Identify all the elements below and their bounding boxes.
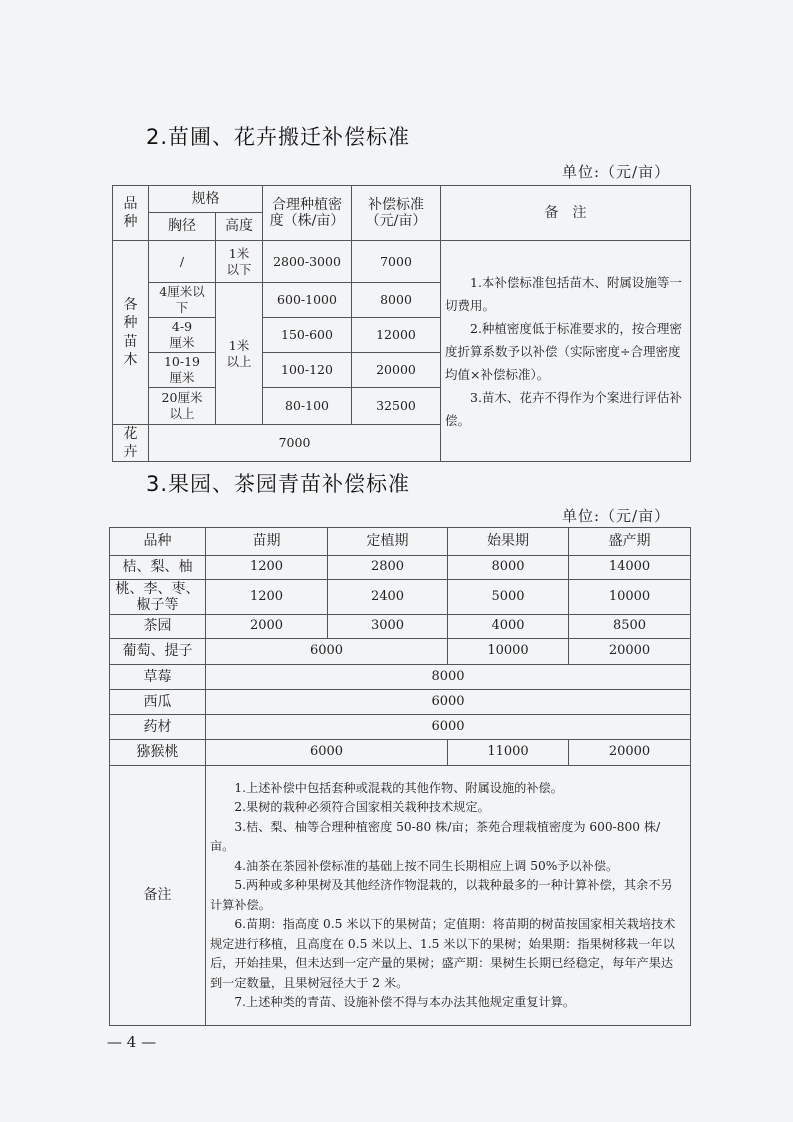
remark-item: 7.上述种类的青苗、设施补偿不得与本办法其他规定重复计算。 [234,995,576,1009]
table-row [113,241,691,283]
value-cell: 10000 [569,580,691,615]
table-row [110,690,691,715]
value-cell: 8000 [206,665,691,690]
remarks-label: 备注 [110,766,206,1026]
header-remarks: 备 注 [441,186,691,241]
dbh-cell: 10-19厘米 [149,353,216,388]
variety-name: 茶园 [110,615,206,639]
dbh-cell: 20厘米以上 [149,388,216,425]
dbh-cell: 4-9厘米 [149,318,216,353]
nursery-compensation-table [112,185,691,462]
remark-item: 5.两种或多种果树及其他经济作物混栽的，以栽种最多的一种计算补偿，其余不另计算补偿。 [210,878,673,912]
density-cell: 100-120 [263,353,352,388]
value-cell: 2800 [328,556,448,580]
flower-label: 花卉 [113,425,149,462]
value-cell: 11000 [448,740,569,766]
value-cell: 10000 [448,639,569,665]
variety-name: 葡萄、提子 [110,639,206,665]
group-label: 各种苗木 [113,241,149,425]
remarks-cell [206,766,691,1026]
header-planting-stage: 定植期 [328,528,448,556]
section2-unit: 单位:（元/亩） [562,163,671,181]
standard-cell: 20000 [352,353,441,388]
orchard-compensation-table [109,527,691,1026]
variety-name: 草莓 [110,665,206,690]
dbh-cell: 4厘米以下 [149,283,216,318]
value-cell: 20000 [569,639,691,665]
table-row [110,639,691,665]
header-density: 合理种植密度（株/亩） [263,186,352,241]
value-cell: 14000 [569,556,691,580]
value-cell: 8500 [569,615,691,639]
value-cell: 6000 [206,740,448,766]
value-cell: 1200 [206,580,328,615]
page-number: — 4 — [107,1033,157,1051]
remark-item: 4.油茶在茶园补偿标准的基础上按不同生长期相应上调 50%予以补偿。 [234,858,619,873]
table-row [110,665,691,690]
remark-item: 2.种植密度低于标准要求的，按合理密度折算系数予以补偿（实际密度÷合理密度均值×补偿标准）。 [445,320,682,382]
header-peak-stage: 盛产期 [569,528,691,556]
table-row [110,766,691,1026]
standard-cell: 7000 [352,241,441,283]
header-initial-fruit-stage: 始果期 [448,528,569,556]
standard-cell: 12000 [352,318,441,353]
header-dbh: 胸径 [149,213,216,241]
table-row [110,556,691,580]
remark-item: 3.桔、梨、柚等合理种植密度 50-80 株/亩；茶苑合理栽植密度为 600-800 株/亩。 [210,819,661,853]
variety-name: 西瓜 [110,690,206,715]
density-cell: 600-1000 [263,283,352,318]
height-cell: 1米以下 [216,241,263,283]
remark-item: 6.苗期：指高度 0.5 米以下的果树苗；定值期：将苗期的树苗按国家相关栽培技术规定进行移植，且高度在 0.5 米以上、1.5 米以下的果树；始果期：指果树移栽一年以后，开始挂果，但未达到一定产量的果树；盛产期：果树生长期已经稳定，每年产果达到一定数量，且果树冠径大于 2 米。 [210,917,676,990]
variety-name: 桃、李、枣、椒子等 [110,580,206,615]
standard-cell: 32500 [352,388,441,425]
density-cell: 80-100 [263,388,352,425]
table-row [110,615,691,639]
header-variety: 品种 [110,528,206,556]
table-row [110,580,691,615]
variety-name: 药材 [110,715,206,740]
value-cell: 2400 [328,580,448,615]
value-cell: 6000 [206,715,691,740]
header-spec: 规格 [149,186,263,213]
header-standard: 补偿标准（元/亩） [352,186,441,241]
value-cell: 6000 [206,639,448,665]
value-cell: 20000 [569,740,691,766]
remark-item: 1.本补偿标准包括苗木、附属设施等一切费用。 [445,274,682,313]
value-cell: 1200 [206,556,328,580]
flower-value: 7000 [149,425,441,462]
section2-heading: 2.苗圃、花卉搬迁补偿标准 [146,125,411,149]
standard-cell: 8000 [352,283,441,318]
remarks-cell [441,241,691,462]
header-height: 高度 [216,213,263,241]
remark-item: 3.苗木、花卉不得作为个案进行评估补偿。 [445,389,682,428]
value-cell: 5000 [448,580,569,615]
section3-unit: 单位:（元/亩） [562,507,671,525]
header-seedling-stage: 苗期 [206,528,328,556]
table-row [110,715,691,740]
remark-item: 2.果树的栽种必须符合国家相关栽种技术规定。 [234,800,490,814]
section3-heading: 3.果园、茶园青苗补偿标准 [146,472,411,496]
table-row [110,740,691,766]
density-cell: 2800-3000 [263,241,352,283]
value-cell: 6000 [206,690,691,715]
variety-name: 猕猴桃 [110,740,206,766]
height-cell: 1米以上 [216,283,263,425]
value-cell: 4000 [448,615,569,639]
value-cell: 3000 [328,615,448,639]
value-cell: 2000 [206,615,328,639]
variety-name: 桔、梨、柚 [110,556,206,580]
remark-item: 1.上述补偿中包括套种或混栽的其他作物、附属设施的补偿。 [234,780,563,795]
header-variety: 品种 [113,186,149,241]
value-cell: 8000 [448,556,569,580]
density-cell: 150-600 [263,318,352,353]
dbh-cell: / [149,241,216,283]
